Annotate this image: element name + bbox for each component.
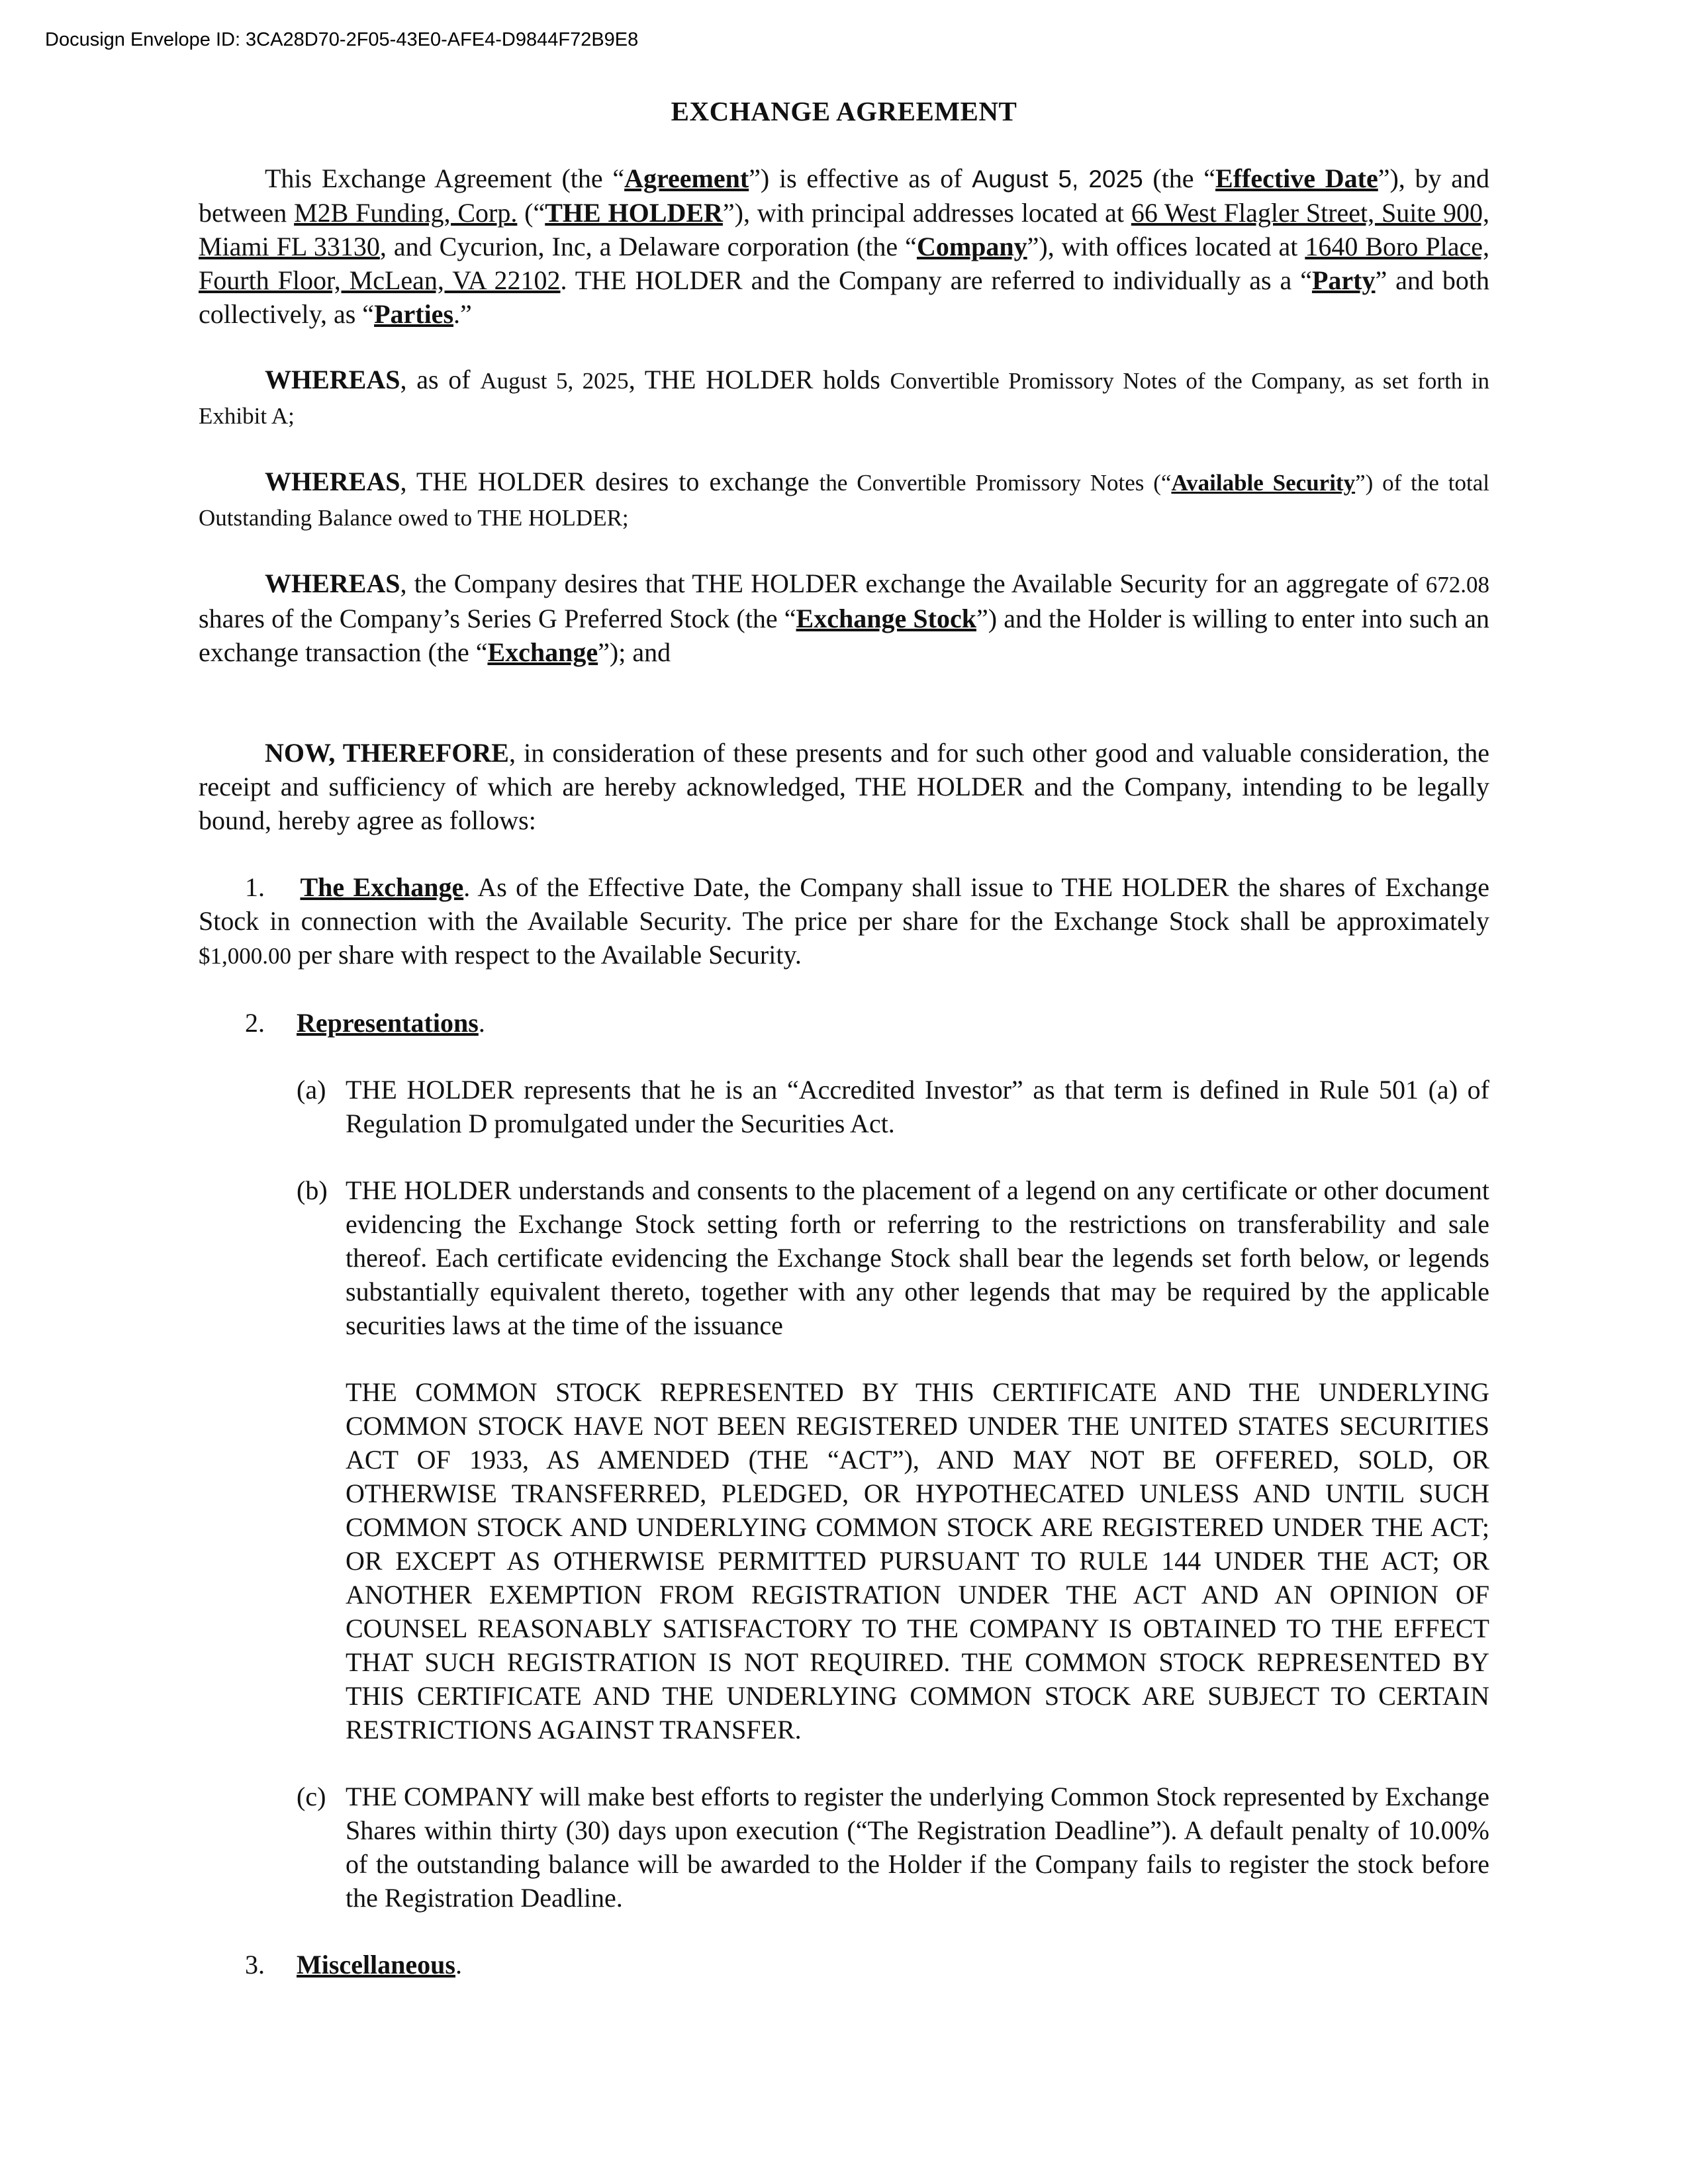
section-3-miscellaneous: 3. Miscellaneous. [199, 1948, 1489, 1981]
whereas-paragraph-3: WHEREAS, the Company desires that THE HOLDER exchange the Available Security for an aggregate of 672.08 shares of the Company’s Series G Preferred Stock (the “Exchange Stock”) and the Holder is willing to enter into such an exchange transaction (the “Exchange”); and [199, 569, 1489, 667]
clause-text: THE COMPANY will make best efforts to register the underlying Common Stock represented by Exchange Shares within thirty (30) days upon execution (“The Registration Deadline”). A default penalty of 10.00% of the outstanding balance will be awarded to the Holder if the Company fails to register the stock before the Registration Deadline. [346, 1782, 1489, 1913]
defined-term-parties: Parties [374, 299, 454, 329]
section-number: 3. [245, 1950, 265, 1979]
docusign-envelope-id: Docusign Envelope ID: 3CA28D70-2F05-43E0-AFE4-D9844F72B9E8 [45, 29, 639, 50]
defined-term-agreement: Agreement [624, 163, 749, 193]
section-1-the-exchange: 1. The Exchange. As of the Effective Date, the Company shall issue to THE HOLDER the shares of Exchange Stock in connection with the Available Security. The price per share for the Exchange Stock shall be approximately $1,000.00 per share with respect to the Available Security. [199, 872, 1490, 970]
clause-label: (c) [297, 1782, 326, 1811]
section-heading: Representations [297, 1008, 479, 1038]
clause-2b [199, 1173, 1489, 1342]
whereas-paragraph-1: WHEREAS, as of August 5, 2025, THE HOLDER holds Convertible Promissory Notes of the Company, as set forth in Exhibit A; [199, 365, 1490, 429]
holder-name: M2B Funding, Corp. [294, 198, 518, 228]
defined-term-available-security: Available Security [1171, 470, 1356, 496]
clause-label: (a) [297, 1075, 326, 1105]
holder-address: 66 West Flagler Street, Suite 900, Miami FL 33130 [199, 198, 1490, 261]
now-therefore-paragraph: NOW, THEREFORE, in consideration of these presents and for such other good and valuable consideration, the receipt and sufficiency of which are hereby acknowledged, THE HOLDER and the Company, intending to be legally bound, hereby agree as follows: [199, 738, 1489, 835]
section-2-representations: 2. Representations. [199, 1006, 1489, 1040]
clause-2a [199, 1073, 1489, 1140]
defined-term-effective-date: Effective Date [1215, 163, 1378, 193]
document-page [199, 95, 1489, 1981]
section-number: 2. [245, 1008, 265, 1038]
defined-term-the-holder: THE HOLDER [545, 198, 723, 228]
clause-2c [199, 1780, 1489, 1915]
clause-label: (b) [297, 1175, 328, 1205]
defined-term-party: Party [1311, 265, 1376, 295]
intro-paragraph: This Exchange Agreement (the “Agreement”) is effective as of August 5, 2025 (the “Effective Date”), by and between M2B Funding, Corp. (“THE HOLDER”), with principal addresses located at 66 West Flagler Street, Suite 900, Miami FL 33130, and Cycurion, Inc, a Delaware corporation (the “Company”), with offices located at 1640 Boro Place, Fourth Floor, McLean, VA 22102. THE HOLDER and the Company are referred to individually as a “Party” and both collectively, as “Parties.” [199, 163, 1490, 329]
clause-text: THE HOLDER understands and consents to the placement of a legend on any certificate or other document evidencing the Exchange Stock setting forth or referring to the restrictions on transferability and sale thereof. Each certificate evidencing the Exchange Stock shall bear the legends set forth below, or legends substantially equivalent thereto, together with any other legends that may be required by the applicable securities laws at the time of the issuance [346, 1175, 1489, 1340]
defined-term-exchange: Exchange [487, 637, 598, 667]
defined-term-company: Company [916, 232, 1027, 261]
section-number: 1. [245, 872, 265, 902]
section-heading: Miscellaneous [297, 1950, 455, 1979]
company-address: 1640 Boro Place, Fourth Floor, McLean, VA 22102 [199, 232, 1489, 295]
effective-date-value: August 5, 2025 [972, 165, 1143, 193]
clause-text: THE HOLDER represents that he is an “Accredited Investor” as that term is defined in Rule 501 (a) of Regulation D promulgated under the Securities Act. [346, 1075, 1489, 1138]
restrictive-legend [199, 1375, 1489, 1747]
document-title: EXCHANGE AGREEMENT [671, 96, 1017, 126]
legend-text: THE COMMON STOCK REPRESENTED BY THIS CERTIFICATE AND THE UNDERLYING COMMON STOCK HAVE NOT BEEN REGISTERED UNDER THE UNITED STATES SECURITIES ACT OF 1933, AS AMENDED (THE “ACT”), AND MAY NOT BE OFFERED, SOLD, OR OTHERWISE TRANSFERRED, PLEDGED, OR HYPOTHECATED UNLESS AND UNTIL SUCH COMMON STOCK AND UNDERLYING COMMON STOCK ARE REGISTERED UNDER THE ACT; OR EXCEPT AS OTHERWISE PERMITTED PURSUANT TO RULE 144 UNDER THE ACT; OR ANOTHER EXEMPTION FROM REGISTRATION UNDER THE ACT AND AN OPINION OF COUNSEL REASONABLY SATISFACTORY TO THE COMPANY IS OBTAINED TO THE EFFECT THAT SUCH REGISTRATION IS NOT REQUIRED. THE COMMON STOCK REPRESENTED BY THIS CERTIFICATE AND THE UNDERLYING COMMON STOCK ARE SUBJECT TO CERTAIN RESTRICTIONS AGAINST TRANSFER. [346, 1377, 1489, 1745]
defined-term-exchange-stock: Exchange Stock [796, 604, 976, 633]
section-heading: The Exchange [300, 872, 464, 902]
whereas-paragraph-2: WHEREAS, THE HOLDER desires to exchange the Convertible Promissory Notes (“Available Security”) of the total Outstanding Balance owed to THE HOLDER; [199, 467, 1490, 531]
